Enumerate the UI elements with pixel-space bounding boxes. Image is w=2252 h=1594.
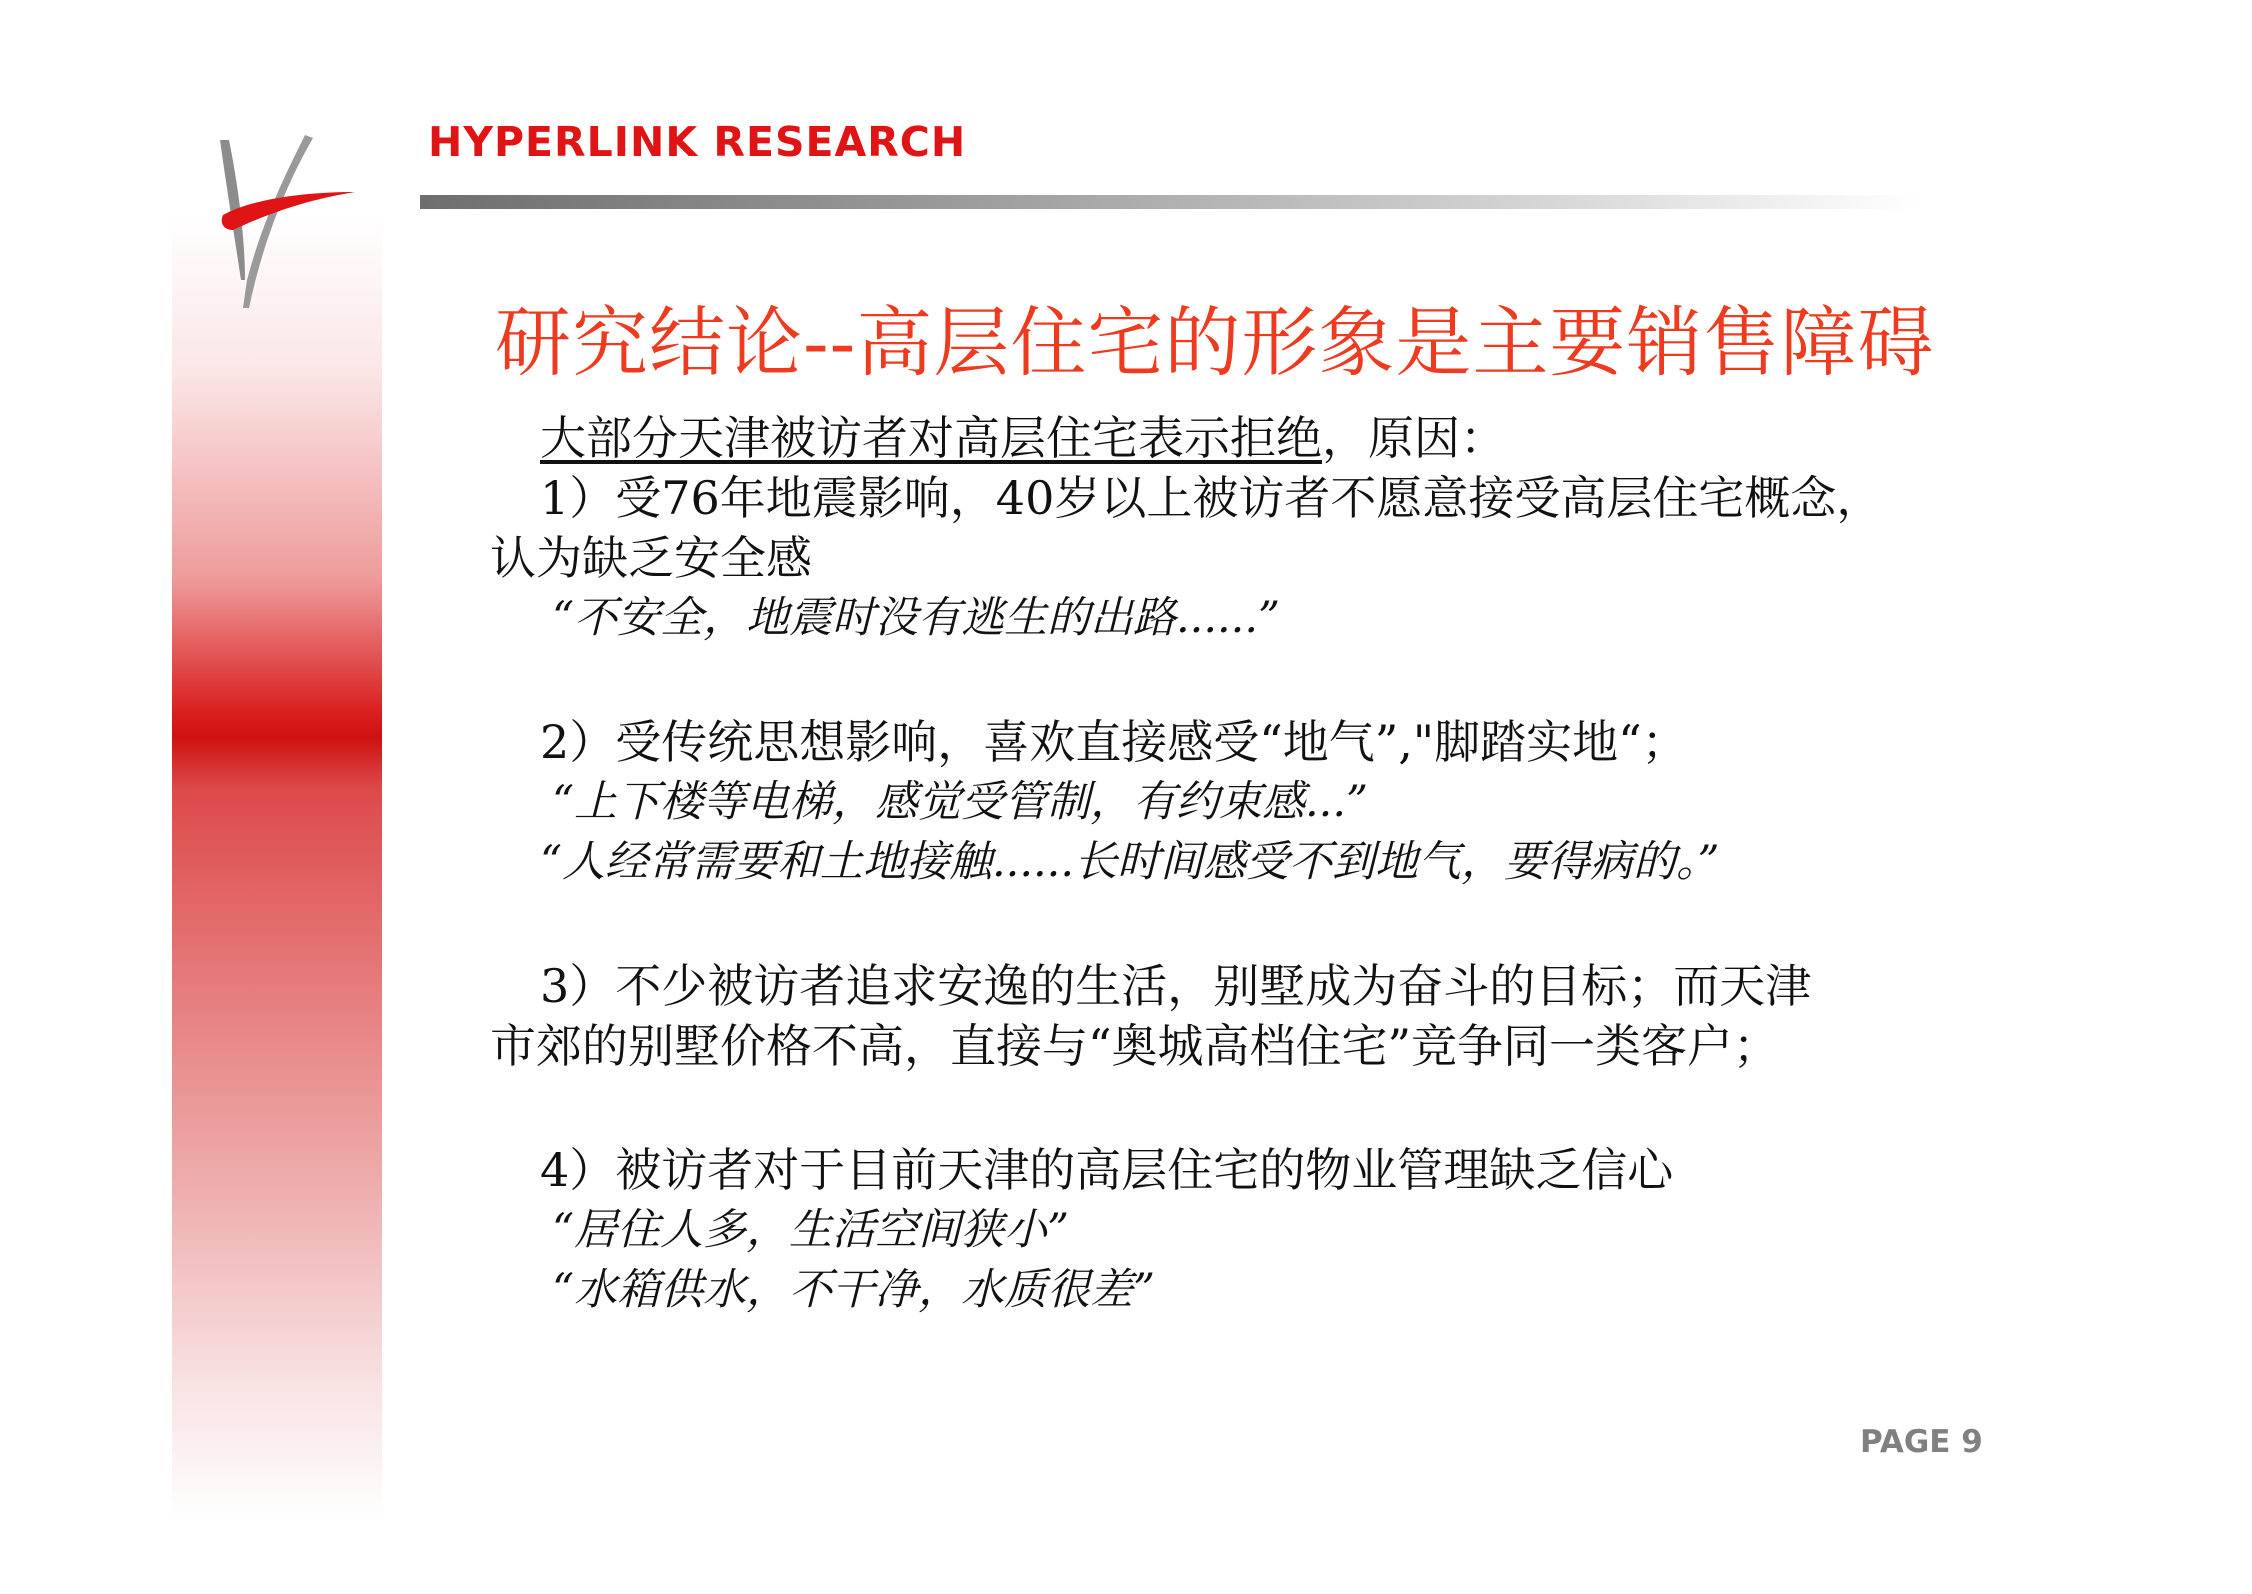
page-number: PAGE 9 xyxy=(1860,1424,1983,1460)
decorative-side-bar xyxy=(172,215,382,1520)
intro-line xyxy=(490,408,2080,468)
intro-underlined-text: 大部分天津被访者对高层住宅表示拒绝 xyxy=(540,411,1322,465)
reason-3-line-1: 3）不少被访者追求安逸的生活，别墅成为奋斗的目标；而天津 xyxy=(540,959,1812,1013)
brand-name: HYPERLINK RESEARCH xyxy=(428,118,967,166)
slide-content xyxy=(490,408,2080,1320)
hyperlink-logo-icon xyxy=(205,130,365,310)
reason-1-quote-1: “不安全，地震时没有逃生的出路......” xyxy=(552,593,1280,643)
header-divider xyxy=(420,195,1920,209)
reason-1-line-2: 认为缺乏安全感 xyxy=(490,531,812,585)
reason-4-quote-1: “居住人多，生活空间狭小” xyxy=(552,1205,1069,1255)
reason-4-quote-2: “水箱供水，不干净，水质很差” xyxy=(552,1265,1155,1315)
spacer xyxy=(490,892,2080,956)
reason-1-line-1: 1）受76年地震影响，40岁以上被访者不愿意接受高层住宅概念， xyxy=(540,471,1883,525)
slide-title: 研究结论--高层住宅的形象是主要销售障碍 xyxy=(495,298,1935,387)
reason-4-line-1: 4）被访者对于目前天津的高层住宅的物业管理缺乏信心 xyxy=(540,1143,1674,1197)
spacer xyxy=(490,648,2080,712)
reason-3-line-2: 市郊的别墅价格不高，直接与“奥城高档住宅”竞争同一类客户； xyxy=(490,1019,1780,1073)
intro-rest-text: ，原因： xyxy=(1322,411,1506,465)
spacer xyxy=(490,1076,2080,1140)
reason-2-quote-1: “上下楼等电梯，感觉受管制，有约束感...” xyxy=(552,777,1368,827)
reason-2-quote-2: “人经常需要和土地接触......长时间感受不到地气，要得病的。” xyxy=(540,837,1720,887)
reason-2-line-1: 2）受传统思想影响，喜欢直接感受“地气”,"脚踏实地“； xyxy=(540,715,1688,769)
